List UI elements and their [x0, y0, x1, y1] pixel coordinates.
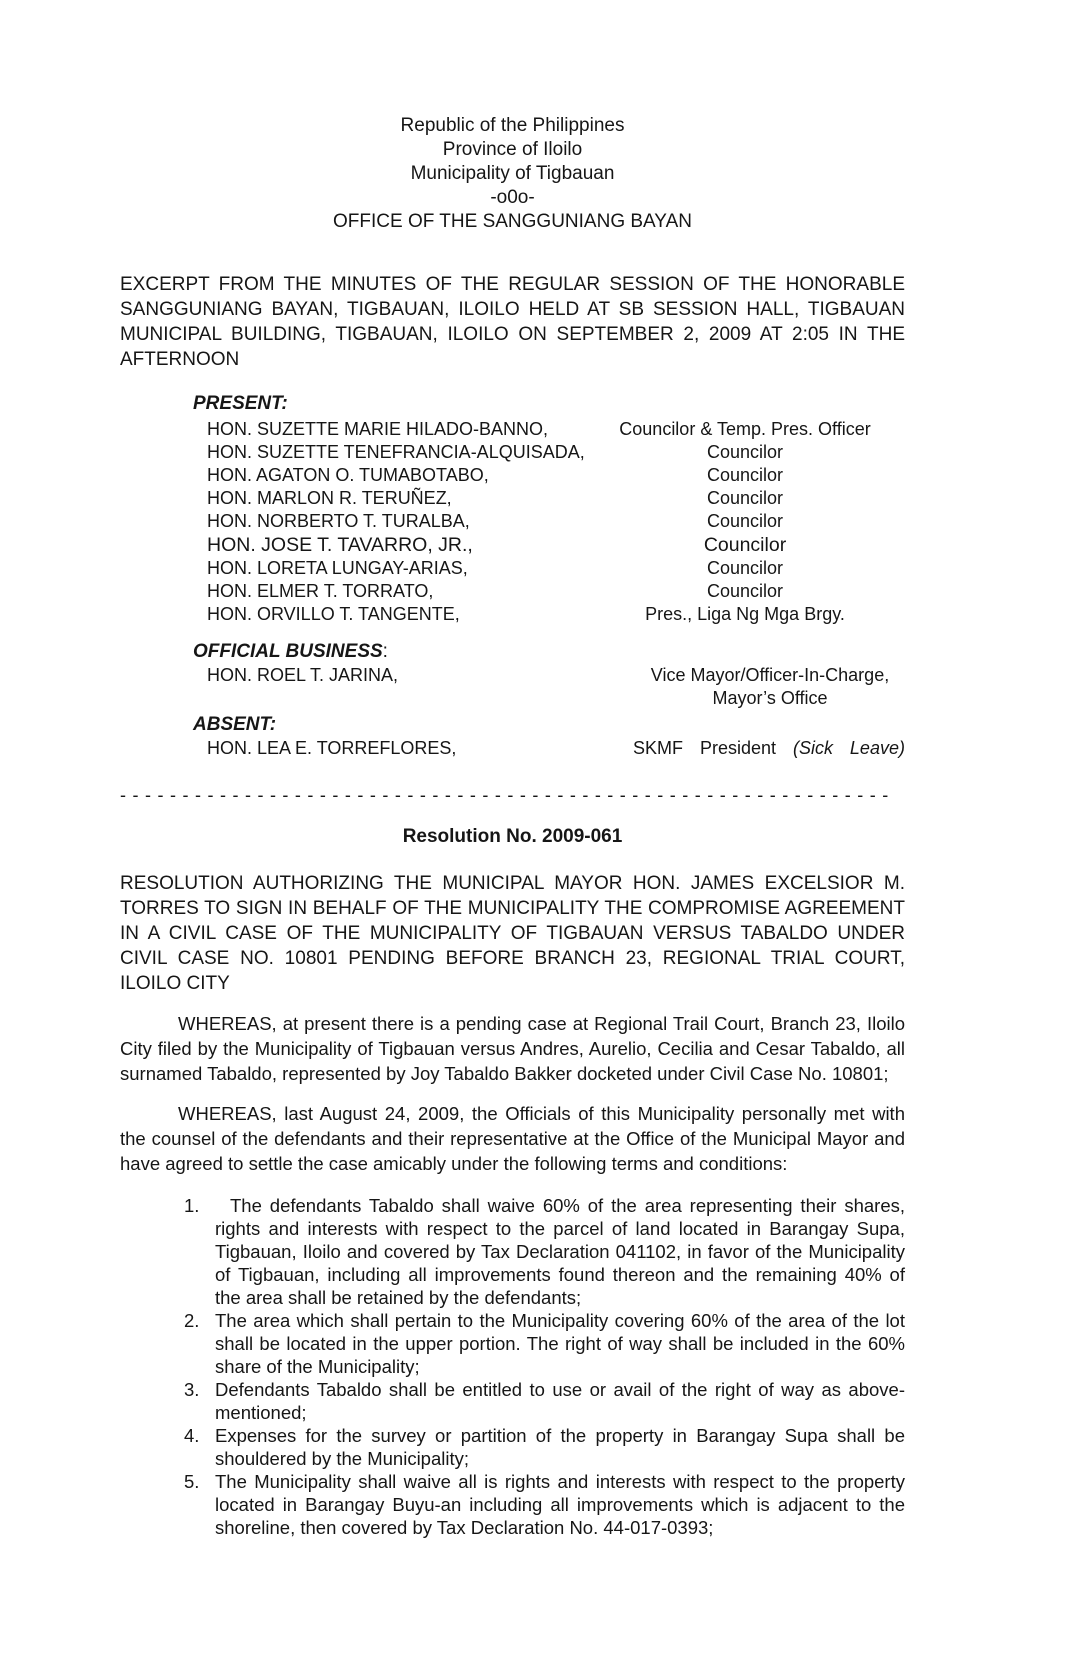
- whereas-paragraph-2: WHEREAS, last August 24, 2009, the Officials of this Municipality personally met with the counsel of the defendants and their representative at the Office of the Municipal Mayor and have agreed to settle the case amicably under the following terms and conditions:: [120, 1103, 905, 1174]
- term-number: 3.: [184, 1379, 200, 1400]
- term-item: [120, 1470, 905, 1539]
- member-name: HON. ROEL T. JARINA,: [207, 665, 399, 685]
- term-item: [120, 1378, 905, 1424]
- letterhead: [120, 0, 905, 234]
- present-heading: PRESENT:: [193, 393, 288, 414]
- member-position: Councilor: [706, 488, 784, 508]
- term-item: [120, 1194, 905, 1309]
- official-business-heading-text: OFFICIAL BUSINESS: [193, 641, 383, 662]
- resolution-title-paragraph: RESOLUTION AUTHORIZING THE MUNICIPAL MAYOR HON. JAMES EXCELSIOR M. TORRES TO SIGN IN BEHALF OF THE MUNICIPALITY THE COMPROMISE AGREEMENT IN A CIVIL CASE OF THE MUNICIPALITY OF TIGBAUAN VERSUS TABALDO UNDER CIVIL CASE NO. 10801 PENDING BEFORE BRANCH 23, REGIONAL TRIAL COURT, ILOILO CITY: [120, 873, 905, 994]
- term-text: Defendants Tabaldo shall be entitled to use or avail of the right of way as above-mentioned;: [215, 1379, 905, 1423]
- position-word-sick: (Sick: [792, 738, 833, 758]
- dashed-separator: - - - - - - - - - - - - - - - - - - - - - - - - - - - - - - - - - - - - - - - - - - - - - - - - - - - - - - - - - - - - - -: [120, 785, 889, 805]
- letterhead-line-office: OFFICE OF THE SANGGUNIANG BAYAN: [333, 211, 692, 232]
- resolution-number: Resolution No. 2009-061: [402, 826, 623, 847]
- member-name: HON. ELMER T. TORRATO,: [207, 581, 434, 601]
- member-position: Councilor: [706, 558, 784, 578]
- member-name: HON. ORVILLO T. TANGENTE,: [207, 604, 460, 624]
- term-item: [120, 1424, 905, 1470]
- position-line: Vice Mayor/Officer-In-Charge,: [650, 665, 890, 685]
- term-text: The defendants Tabaldo shall waive 60% of the area representing their shares, rights and interests with respect to the parcel of land located in Barangay Supa, Tigbauan, Iloilo and covered by Tax Declaration 041102, in favor of the Municipality of Tigbauan, including all improvements found thereon and the remaining 40% of the area shall be retained by the defendants;: [215, 1195, 905, 1308]
- member-name: HON. MARLON R. TERUÑEZ,: [207, 488, 452, 508]
- term-number: 2.: [184, 1310, 200, 1331]
- position-word-leave: Leave): [849, 738, 905, 758]
- present-roster: [120, 418, 905, 626]
- position-line: Mayor’s Office: [712, 688, 828, 708]
- member-position: Councilor: [706, 465, 784, 485]
- present-member-row: [120, 464, 905, 487]
- member-name: HON. LEA E. TORREFLORES,: [207, 738, 457, 758]
- document-body: [120, 0, 905, 1539]
- term-text: Expenses for the survey or partition of the property in Barangay Supa shall be shouldered by the Municipality;: [215, 1425, 905, 1469]
- letterhead-line-ornament: -o0o-: [490, 187, 535, 208]
- official-business-heading: [193, 640, 905, 664]
- present-member-row: [120, 418, 905, 441]
- excerpt-paragraph: EXCERPT FROM THE MINUTES OF THE REGULAR SESSION OF THE HONORABLE SANGGUNIANG BAYAN, TIGBAUAN, ILOILO HELD AT SB SESSION HALL, TIGBAUAN MUNICIPAL BUILDING, TIGBAUAN, ILOILO ON SEPTEMBER 2, 2009 AT 2:05 IN THE AFTERNOON: [120, 274, 905, 370]
- letterhead-line-municipality: Municipality of Tigbauan: [410, 163, 615, 184]
- whereas-paragraph-1: WHEREAS, at present there is a pending case at Regional Trail Court, Branch 23, Iloilo City filed by the Municipality of Tigbauan versus Andres, Aurelio, Cecilia and Cesar Tabaldo, all surnamed Tabaldo, represented by Joy Tabaldo Bakker docketed under Civil Case No. 10801;: [120, 1013, 905, 1084]
- letterhead-line-republic: Republic of the Philippines: [400, 115, 625, 136]
- member-position: Councilor: [706, 581, 784, 601]
- term-number: 1.: [184, 1195, 200, 1216]
- absent-member-row: [120, 737, 905, 760]
- terms-list: [120, 1194, 905, 1539]
- member-position: Councilor: [706, 442, 784, 462]
- official-business-member-row: [120, 664, 905, 710]
- term-item: [120, 1309, 905, 1378]
- member-position: Councilor & Temp. Pres. Officer: [619, 419, 871, 439]
- present-member-row: [120, 533, 905, 557]
- position-word: SKMF: [633, 738, 684, 758]
- present-member-row: [120, 603, 905, 626]
- present-member-row: [120, 557, 905, 580]
- member-name: HON. LORETA LUNGAY-ARIAS,: [207, 558, 468, 578]
- official-business-heading-colon: :: [382, 641, 388, 662]
- member-position: Councilor: [703, 534, 787, 556]
- member-name: HON. SUZETTE TENEFRANCIA-ALQUISADA,: [207, 442, 585, 462]
- term-number: 5.: [184, 1471, 200, 1492]
- member-name: HON. SUZETTE MARIE HILADO-BANNO,: [207, 419, 549, 439]
- member-position: Pres., Liga Ng Mga Brgy.: [645, 604, 845, 624]
- position-word: President: [699, 738, 777, 758]
- term-number: 4.: [184, 1425, 200, 1446]
- present-member-row: [120, 510, 905, 533]
- present-member-row: [120, 580, 905, 603]
- member-position: Councilor: [706, 511, 784, 531]
- letterhead-line-province: Province of Iloilo: [442, 139, 583, 160]
- present-member-row: [120, 487, 905, 510]
- present-member-row: [120, 441, 905, 464]
- member-position-stack: [585, 664, 905, 710]
- absent-heading: ABSENT:: [193, 714, 277, 735]
- member-name: HON. AGATON O. TUMABOTABO,: [207, 465, 489, 485]
- member-name: HON. JOSE T. TAVARRO, JR.,: [207, 534, 473, 556]
- term-text: The Municipality shall waive all is rights and interests with respect to the property located in Barangay Buyu-an including all improvements which is adjacent to the shoreline, then covered by Tax Declaration No. 44-017-0393;: [215, 1471, 905, 1538]
- term-text: The area which shall pertain to the Municipality covering 60% of the area of the lot shall be located in the upper portion. The right of way shall be included in the 60% share of the Municipality;: [215, 1310, 905, 1377]
- member-position-justified: [585, 737, 905, 760]
- member-name: HON. NORBERTO T. TURALBA,: [207, 511, 470, 531]
